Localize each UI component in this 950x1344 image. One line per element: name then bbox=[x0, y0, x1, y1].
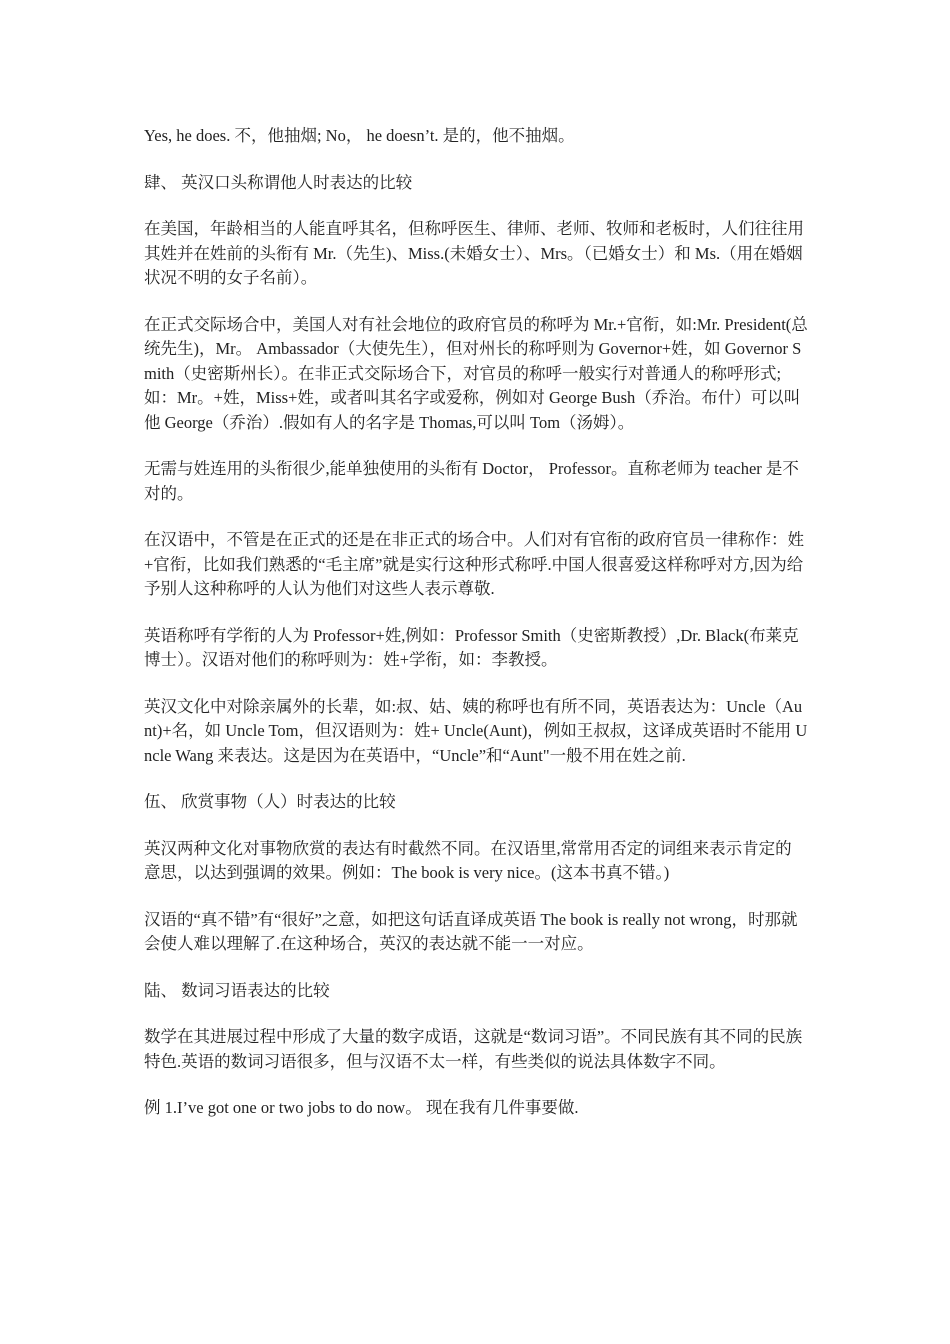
paragraph-numeral-idioms: 数学在其进展过程中形成了大量的数字成语，这就是“数词习语”。不同民族有其不同的民族特色.英语的数词习语很多，但与汉语不太一样，有些类似的说法具体数字不同。 bbox=[144, 1027, 803, 1071]
section-heading-6: 陆、 数词习语表达的比较 bbox=[144, 980, 330, 1000]
paragraph-yes-he-does: Yes, he does. 不，他抽烟; No， he doesn’t. 是的，他不抽烟。 bbox=[144, 126, 575, 145]
paragraph-example-1: 例 1.I’ve got one or two jobs to do now。 现在我有几件事要做. bbox=[144, 1098, 579, 1117]
section-heading-4: 肆、 英汉口头称谓他人时表达的比较 bbox=[144, 172, 413, 192]
paragraph-chinese-officials: 在汉语中，不管是在正式的还是在非正式的场合中。人们对有官衔的政府官员一律称作：姓+官衔，比如我们熟悉的“毛主席”就是实行这种形式称呼.中国人很喜爱这样称呼对方,因为给予别人这种称呼的人认为他们对这些人表示尊敬. bbox=[144, 530, 804, 598]
paragraph-official-titles: 在正式交际场合中，美国人对有社会地位的政府官员的称呼为 Mr.+官衔，如:Mr. President(总统先生)，Mr。 Ambassador（大使先生），但对州长的称呼则为 Governor+姓，如 Governor Smith（史密斯州长）。在非正式交际场合下，对官员的称呼一般实行对普通人的称呼形式;如：Mr。+姓，Miss+姓，或者叫其名字或爱称，例如对 George Bush（乔治。布什）可以叫他 George（乔治）.假如有人的名字是 Thomas,可以叫 Tom（汤姆）。 bbox=[144, 314, 808, 432]
paragraph-elders: 英汉文化中对除亲属外的长辈，如:叔、姑、姨的称呼也有所不同，英语表达为：Uncle（Aunt)+名，如 Uncle Tom，但汉语则为：姓+ Uncle(Aunt)，例如王叔叔，这译成英语时不能用 Uncle Wang 来表达。这是因为在英语中，“Uncle”和“Aunt"一般不用在姓之前. bbox=[144, 696, 808, 765]
paragraph-appreciation: 英汉两种文化对事物欣赏的表达有时截然不同。在汉语里,常常用否定的词组来表示肯定的意思，以达到强调的效果。例如：The book is very nice。(这本书真不错。) bbox=[144, 838, 792, 882]
paragraph-standalone-titles: 无需与姓连用的头衔很少,能单独使用的头衔有 Doctor， Professor。直称老师为 teacher 是不对的。 bbox=[144, 459, 799, 503]
section-heading-5: 伍、 欣赏事物（人）时表达的比较 bbox=[144, 792, 396, 811]
paragraph-literal-translation: 汉语的“真不错”有“很好”之意，如把这句话直译成英语 The book is really not wrong，时那就会使人难以理解了.在这种场合，英汉的表达就不能一一对应。 bbox=[144, 909, 798, 953]
paragraph-academic-titles: 英语称呼有学衔的人为 Professor+姓,例如：Professor Smith（史密斯教授）,Dr. Black(布莱克博士）。汉语对他们的称呼则为：姓+学衔，如：李教授。 bbox=[144, 625, 799, 669]
paragraph-us-address: 在美国，年龄相当的人能直呼其名，但称呼医生、律师、老师、牧师和老板时，人们往往用其姓并在姓前的头衔有 Mr.（先生)、Miss.(未婚女士）、Mrs。（已婚女士）和 Ms.（用在婚姻状况不明的女子名前）。 bbox=[144, 219, 804, 287]
